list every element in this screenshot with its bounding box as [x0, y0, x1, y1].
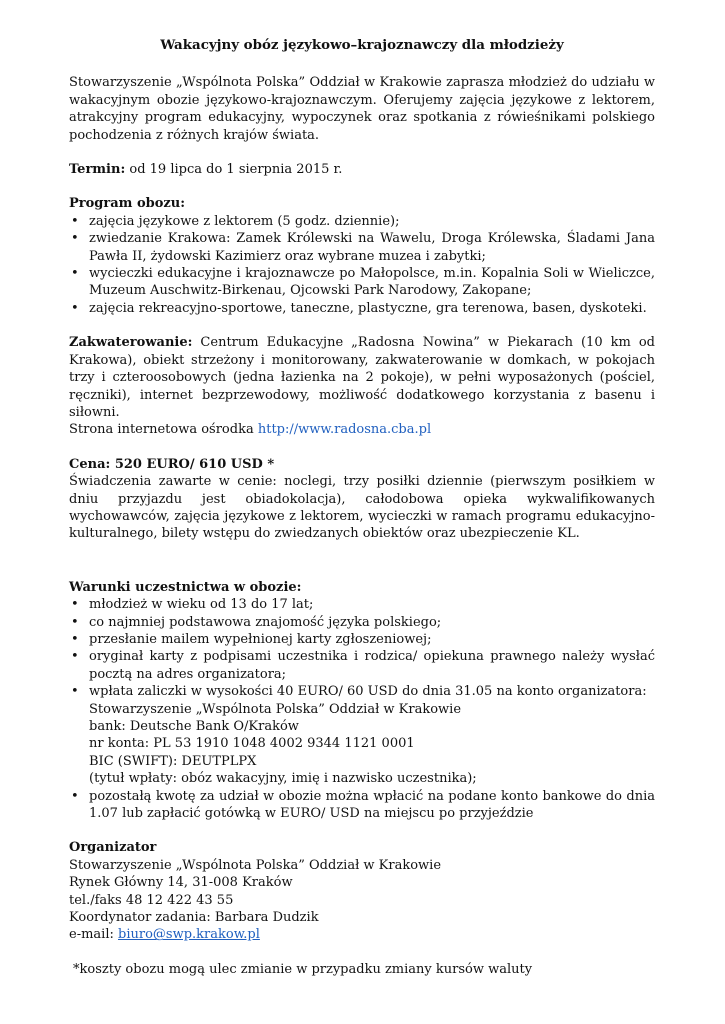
document-page — [69, 37, 655, 978]
footnote: *koszty obozu mogą ulec zmianie w przypadku zmiany kursów waluty — [73, 961, 533, 977]
list-item: • wycieczki edukacyjne i krajoznawcze po Małopolsce, m.in. Kopalnia Soli w Wieliczce, Muzeum Auschwitz-Birkenau, Ojcowski Park Narodowy, Zakopane; — [69, 265, 655, 300]
payment-line: Stowarzyszenie „Wspólnota Polska” Oddział w Krakowie — [89, 701, 462, 717]
intro-paragraph: Stowarzyszenie „Wspólnota Polska” Oddział w Krakowie zaprasza młodzież do udziału w wakacyjnym obozie językowo-krajoznawczym. Oferujemy zajęcia językowe z lektorem, atrakcyjny program edukacyjny, wypoczynek oraz spotkania z rówieśnikami polskiego pochodzenia z różnych krajów świata. — [69, 75, 655, 143]
website-line — [69, 421, 655, 438]
list-item: • zwiedzanie Krakowa: Zamek Królewski na Wawelu, Droga Królewska, Śladami Jana Pawła II, żydowski Kazimierz oraz wybrane muzea i zabytki; — [69, 230, 655, 265]
list-item: • zajęcia językowe z lektorem (5 godz. dziennie); — [69, 213, 655, 230]
organizer-line: Rynek Główny 14, 31-008 Kraków — [69, 875, 293, 891]
list-item: • przesłanie mailem wypełnionej karty zgłoszeniowej; — [69, 631, 655, 648]
website-link[interactable]: http://www.radosna.cba.pl — [257, 422, 432, 438]
program-heading: Program obozu: — [69, 196, 186, 212]
conditions-heading: Warunki uczestnictwa w obozie: — [69, 579, 302, 595]
list-item: • co najmniej podstawowa znajomość języka polskiego; — [69, 614, 655, 631]
program-list — [69, 213, 655, 317]
website-label: Strona internetowa ośrodka — [69, 422, 258, 438]
zakwaterowanie-label: Zakwaterowanie: — [69, 335, 193, 351]
payment-line: nr konta: PL 53 1910 1048 4002 9344 1121 0001 — [89, 736, 415, 752]
organizer-line: Koordynator zadania: Barbara Dudzik — [69, 910, 319, 926]
list-item: • młodzież w wieku od 13 do 17 lat; — [69, 596, 655, 613]
document-title: Wakacyjny obóz językowo–krajoznawczy dla młodzieży — [160, 37, 564, 53]
email-line — [69, 926, 655, 943]
price-details: Świadczenia zawarte w cenie: noclegi, trzy posiłki dziennie (pierwszym posiłkiem w dniu przyjazdu jest obiadokolacja), całodobowa opieka wykwalifikowanych wychowawców, zajęcia językowe z lektorem, wycieczki w ramach programu edukacyjno-kulturalnego, bilety wstępu do zwiedzanych obiektów oraz ubezpieczenie KL. — [69, 474, 655, 542]
price-heading: Cena: 520 EURO/ 610 USD * — [69, 456, 275, 472]
list-item: • pozostałą kwotę za udział w obozie można wpłacić na podane konto bankowe do dnia 1.07 lub zapłacić gotówką w EURO/ USD na miejscu po przyjeździe — [69, 788, 655, 823]
organizer-heading: Organizator — [69, 840, 157, 856]
email-label: e-mail: — [69, 927, 118, 943]
organizer-line: tel./faks 48 12 422 43 55 — [69, 892, 234, 908]
termin-value: od 19 lipca do 1 sierpnia 2015 r. — [125, 162, 343, 178]
termin-line — [69, 161, 655, 178]
payment-intro: • wpłata zaliczki w wysokości 40 EURO/ 60 USD do dnia 31.05 na konto organizatora: — [89, 684, 647, 700]
payment-line: (tytuł wpłaty: obóz wakacyjny, imię i nazwisko uczestnika); — [89, 771, 477, 787]
payment-list-item — [69, 683, 655, 787]
organizer-line: Stowarzyszenie „Wspólnota Polska” Oddział w Krakowie — [69, 857, 442, 873]
list-item: • zajęcia rekreacyjno-sportowe, taneczne, plastyczne, gra terenowa, basen, dyskoteki. — [69, 300, 655, 317]
conditions-list — [69, 596, 655, 822]
zakwaterowanie-text: Centrum Edukacyjne „Radosna Nowina” w Piekarach (10 km od Krakowa), obiekt strzeżony i monitorowany, zakwaterowanie w domkach, w pokojach trzy i czteroosobowych (jedna łazienka na 2 pokoje), w pełni wyposażonych (pościel, ręczniki), internet bezprzewodowy, możliwość dodatkowego korzystania z basenu i siłowni. — [69, 335, 655, 420]
payment-line: BIC (SWIFT): DEUTPLPX — [89, 753, 257, 769]
list-item: • oryginał karty z podpisami uczestnika i rodzica/ opiekuna prawnego należy wysłać pocztą na adres organizatora; — [69, 648, 655, 683]
zakwaterowanie-paragraph — [69, 334, 655, 421]
termin-label: Termin: — [69, 162, 126, 178]
payment-line: bank: Deutsche Bank O/Kraków — [89, 719, 299, 734]
email-link[interactable]: biuro@swp.krakow.pl — [118, 927, 260, 943]
